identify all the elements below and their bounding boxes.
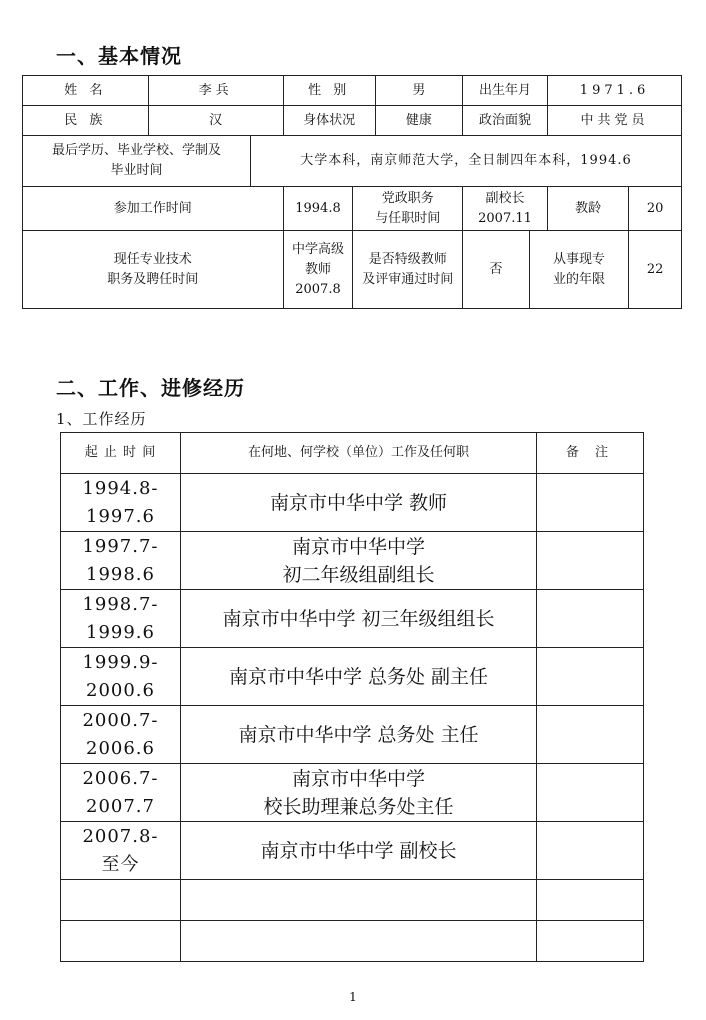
note-cell (537, 532, 644, 590)
table-row-empty (61, 880, 644, 921)
period-end: 2000.6 (86, 679, 155, 701)
period-cell (61, 764, 181, 822)
basic-row-5 (23, 231, 682, 309)
table-row (61, 822, 644, 880)
professional-title-label (23, 231, 284, 309)
basic-row-1 (23, 76, 682, 106)
period-cell (61, 648, 181, 706)
period-end: 1998.6 (86, 563, 155, 585)
description-line1: 南京市中华中学 (291, 767, 425, 790)
description-line1: 南京市中华中学 副校长 (260, 839, 457, 862)
teaching-age-value: 20 (629, 187, 682, 231)
teaching-age-label: 教龄 (548, 187, 629, 231)
period-cell (61, 880, 181, 921)
years-in-field-value: 22 (629, 231, 682, 309)
description-line1: 南京市中华中学 总务处 副主任 (228, 665, 489, 688)
table-row (61, 706, 644, 764)
period-start: 1997.7- (82, 535, 159, 557)
description-cell (181, 921, 537, 962)
work-start-value: 1994.8 (283, 187, 353, 231)
years-in-field-label-line1: 从事现专 (553, 251, 606, 267)
political-value: 中共党员 (548, 106, 682, 136)
basic-row-4 (23, 187, 682, 231)
post-value-line2: 2007.11 (478, 210, 532, 226)
period-cell (61, 474, 181, 532)
description-cell (181, 648, 537, 706)
basic-row-3 (23, 136, 682, 187)
professional-title-value-line1: 中学高级 (291, 241, 344, 257)
table-row (61, 648, 644, 706)
table-row (61, 532, 644, 590)
education-label (23, 136, 251, 187)
period-cell (61, 590, 181, 648)
professional-title-value (283, 231, 353, 309)
description-header: 在何地、何学校（单位）工作及任何职 (181, 433, 537, 474)
birth-value: 1971.6 (548, 76, 682, 106)
work-history-subtitle: 1、工作经历 (56, 410, 147, 428)
section1-title: 一、基本情况 (56, 44, 182, 68)
period-start: 2006.7- (82, 767, 159, 789)
note-cell (537, 590, 644, 648)
note-cell (537, 921, 644, 962)
description-cell (181, 880, 537, 921)
ethnic-label: 民 族 (23, 106, 149, 136)
description-cell (181, 474, 537, 532)
description-cell (181, 822, 537, 880)
note-cell (537, 648, 644, 706)
description-cell (181, 532, 537, 590)
period-cell (61, 921, 181, 962)
description-line1: 南京市中华中学 (291, 535, 425, 558)
post-label (353, 187, 463, 231)
work-history-header (61, 433, 644, 474)
table-row (61, 764, 644, 822)
education-label-line1: 最后学历、毕业学校、学制及 (52, 143, 222, 158)
period-cell (61, 532, 181, 590)
health-label: 身体状况 (283, 106, 375, 136)
description-line2: 初二年级组副组长 (282, 563, 435, 586)
special-teacher-value: 否 (462, 231, 529, 309)
special-teacher-label-line2: 及评审通过时间 (362, 271, 454, 287)
work-start-label: 参加工作时间 (23, 187, 284, 231)
description-line2: 校长助理兼总务处主任 (263, 795, 454, 818)
page-number: 1 (349, 990, 357, 1004)
birth-label: 出生年月 (462, 76, 547, 106)
note-cell (537, 880, 644, 921)
name-label: 姓 名 (23, 76, 149, 106)
section2-title: 二、工作、进修经历 (56, 376, 245, 400)
description-line1: 南京市中华中学 初三年级组组长 (222, 607, 495, 630)
period-end: 1997.6 (86, 505, 155, 527)
gender-label: 性 别 (283, 76, 375, 106)
education-label-line2: 毕业时间 (110, 163, 163, 178)
period-start: 2007.8- (82, 825, 159, 847)
period-start: 1994.8- (82, 477, 159, 499)
table-row (61, 590, 644, 648)
period-start: 1998.7- (82, 593, 159, 615)
gender-value: 男 (375, 76, 462, 106)
special-teacher-label (353, 231, 463, 309)
note-cell (537, 764, 644, 822)
note-header: 备 注 (537, 433, 644, 474)
basic-row-2 (23, 106, 682, 136)
description-line1: 南京市中华中学 教师 (269, 491, 448, 514)
post-label-line2: 与任职时间 (375, 210, 441, 226)
period-header: 起 止 时 间 (61, 433, 181, 474)
period-cell (61, 822, 181, 880)
special-teacher-label-line1: 是否特级教师 (368, 251, 447, 267)
professional-title-value-line3: 2007.8 (295, 281, 341, 297)
description-cell (181, 590, 537, 648)
period-end: 2006.6 (86, 737, 155, 759)
period-start: 1999.9- (82, 651, 159, 673)
health-value: 健康 (375, 106, 462, 136)
description-cell (181, 706, 537, 764)
period-end: 1999.6 (86, 621, 155, 643)
period-end: 至今 (101, 853, 140, 875)
table-row-empty (61, 921, 644, 962)
years-in-field-label-line2: 业的年限 (553, 271, 606, 287)
note-cell (537, 822, 644, 880)
post-value-line1: 副校长 (485, 190, 525, 206)
professional-title-label-line1: 现任专业技术 (113, 251, 192, 267)
education-value: 大学本科，南京师范大学，全日制四年本科，1994.6 (251, 136, 682, 187)
post-label-line1: 党政职务 (381, 190, 434, 206)
table-row (61, 474, 644, 532)
period-end: 2007.7 (86, 795, 155, 817)
political-label: 政治面貌 (462, 106, 547, 136)
name-value: 李兵 (148, 76, 283, 106)
years-in-field-label (529, 231, 628, 309)
period-cell (61, 706, 181, 764)
description-line1: 南京市中华中学 总务处 主任 (238, 723, 479, 746)
description-cell (181, 764, 537, 822)
basic-info-table (22, 75, 682, 309)
work-history-table (60, 432, 644, 962)
professional-title-value-line2: 教师 (304, 261, 331, 277)
period-start: 2000.7- (82, 709, 159, 731)
note-cell (537, 474, 644, 532)
post-value (462, 187, 547, 231)
professional-title-label-line2: 职务及聘任时间 (107, 271, 199, 287)
ethnic-value: 汉 (148, 106, 283, 136)
note-cell (537, 706, 644, 764)
